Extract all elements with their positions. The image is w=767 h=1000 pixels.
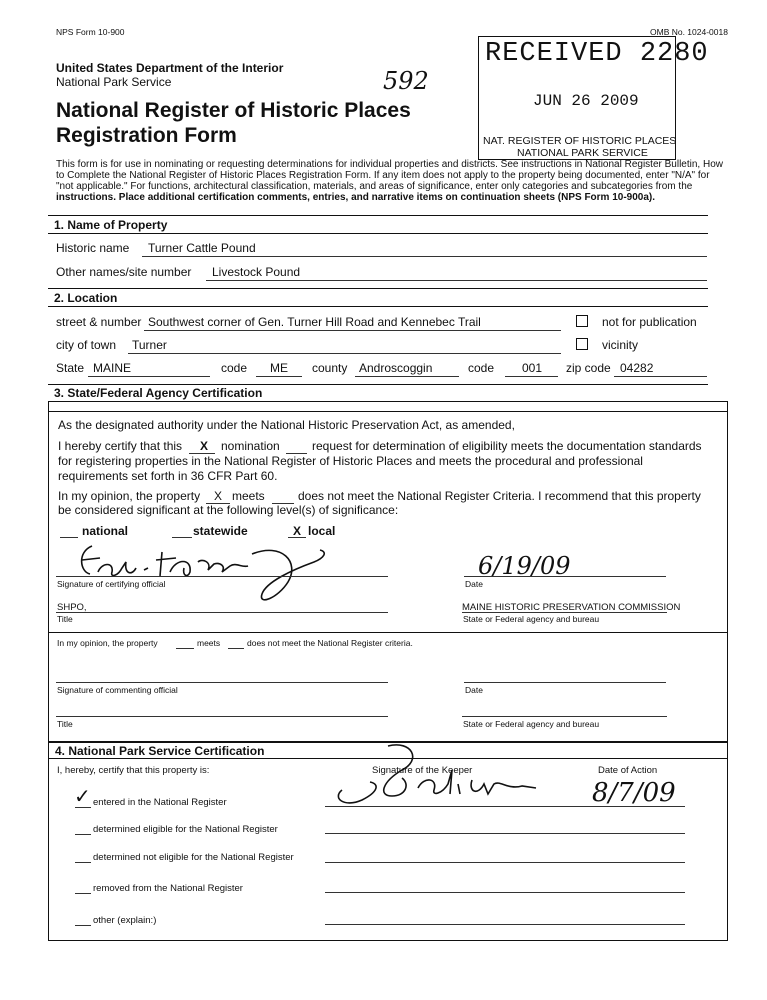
entered-underline (75, 807, 91, 808)
commenting-title-label: Title (57, 719, 73, 729)
stamp-received: RECEIVED 2280 (485, 39, 709, 69)
state-label: State (56, 361, 85, 375)
historic-name-underline (142, 256, 707, 257)
handwritten-reference: 592 (383, 67, 429, 95)
section2-title: 2. Location (54, 291, 118, 305)
certify-text-b: nomination (221, 439, 280, 453)
not-for-publication-label: not for publication (602, 315, 697, 329)
agency-value[interactable]: MAINE HISTORIC PRESERVATION COMMISSION (462, 602, 681, 613)
comment-meets-underline (176, 648, 194, 649)
not-for-publication-checkbox[interactable] (576, 315, 588, 327)
agency-name: National Park Service (56, 75, 172, 89)
department-name: United States Department of the Interior (56, 61, 284, 75)
form-subtitle: Registration Form (56, 124, 237, 147)
comment-opinion-a: In my opinion, the property (57, 638, 158, 648)
keeper-signature (322, 740, 552, 815)
entered-signature-line (325, 806, 685, 807)
commenting-signature-line[interactable] (56, 682, 388, 683)
commenting-date-line[interactable] (464, 682, 666, 683)
stamp-line1: NAT. REGISTER OF HISTORIC PLACES (483, 135, 677, 147)
stamp-date: JUN 26 2009 (533, 92, 639, 110)
certifying-title-value[interactable]: SHPO, (57, 602, 87, 613)
agency-label: State or Federal agency and bureau (463, 614, 600, 624)
certify-nomination-mark[interactable]: X (200, 439, 209, 453)
certification-date-label: Date (465, 579, 483, 589)
zip-label: zip code (566, 361, 611, 375)
intro-line-3: "not applicable." For functions, architectural classification, materials, and areas of significance, enter only categories and subcategories from the (56, 181, 693, 192)
section1-title-rule (48, 233, 708, 234)
county-code-underline (505, 376, 558, 377)
date-of-action-label: Date of Action (598, 765, 658, 776)
eligible-underline[interactable] (75, 834, 91, 835)
opinion-meets-mark[interactable]: X (214, 489, 223, 503)
certify-line-2: for registering properties in the National Register of Historic Places and meets the procedural and professional (58, 454, 643, 468)
option-removed: removed from the National Register (93, 883, 243, 894)
option-not-eligible: determined not eligible for the National Register (93, 852, 294, 863)
other-names-field[interactable]: Livestock Pound (212, 265, 301, 279)
section4-title: 4. National Park Service Certification (55, 744, 265, 758)
comment-divider (48, 632, 727, 633)
authority-statement: As the designated authority under the National Historic Preservation Act, as amended, (58, 418, 515, 432)
removed-underline[interactable] (75, 893, 91, 894)
state-code-underline (256, 376, 302, 377)
other-names-underline (206, 280, 707, 281)
received-stamp (478, 36, 709, 160)
certification-inner-rule (48, 411, 727, 412)
level-statewide: statewide (193, 524, 248, 538)
commenting-signature-label: Signature of commenting official (57, 685, 178, 695)
other-signature-line (325, 924, 685, 925)
comment-doesnot-underline (228, 648, 244, 649)
street-field[interactable]: Southwest corner of Gen. Turner Hill Road and Kennebec Trail (148, 315, 481, 329)
commenting-agency-label: State or Federal agency and bureau (463, 719, 600, 729)
county-code-label: code (468, 361, 495, 375)
city-underline (128, 353, 561, 354)
removed-signature-line (325, 892, 685, 893)
commenting-date-label: Date (465, 685, 483, 695)
date-of-action-value[interactable]: 8/7/09 (592, 778, 676, 808)
commenting-agency-line[interactable] (462, 716, 667, 717)
commenting-title-line[interactable] (56, 716, 388, 717)
section2-top-rule (48, 288, 708, 289)
street-label: street & number (56, 315, 142, 329)
historic-name-label: Historic name (56, 241, 130, 255)
comment-opinion-c: does not meet the National Register criteria. (247, 638, 413, 648)
section3-top-rule (48, 384, 708, 385)
county-underline (355, 376, 459, 377)
form-title: National Register of Historic Places (56, 99, 411, 122)
option-other: other (explain:) (93, 915, 157, 926)
form-number: NPS Form 10-900 (56, 27, 125, 37)
entered-check-icon[interactable]: ✓ (74, 786, 91, 808)
state-field[interactable]: MAINE (93, 361, 132, 375)
city-field[interactable]: Turner (132, 338, 167, 352)
section2-title-rule (48, 306, 708, 307)
state-code-field[interactable]: ME (270, 361, 288, 375)
intro-line-2: to Complete the National Register of Historic Places Registration Form. If any item does not apply to the property being documented, enter "N/A" for (56, 170, 710, 181)
stamp-line2: NATIONAL PARK SERVICE (517, 147, 648, 159)
certification-date-line (464, 576, 666, 577)
certifying-signature-label: Signature of certifying official (57, 579, 166, 589)
county-code-field[interactable]: 001 (522, 361, 543, 375)
omb-number: OMB No. 1024-0018 (650, 27, 728, 37)
comment-opinion-b: meets (197, 638, 221, 648)
intro-line-4: instructions. Place additional certification comments, entries, and narrative items on continuation sheets (NPS Form 10-900a). (56, 192, 656, 203)
section1-top-rule (48, 215, 708, 216)
certify-text-a: I hereby certify that this (58, 439, 183, 453)
certification-date-value[interactable]: 6/19/09 (478, 552, 571, 580)
vicinity-label: vicinity (602, 338, 639, 352)
section3-title: 3. State/Federal Agency Certification (54, 386, 263, 400)
certifying-title-label: Title (57, 614, 73, 624)
eligible-signature-line (325, 833, 685, 834)
certifying-signature (52, 532, 342, 612)
level-local: local (308, 524, 336, 538)
city-label: city of town (56, 338, 117, 352)
keeper-signature-label: Signature of the Keeper (372, 765, 473, 776)
intro-line-1: This form is for use in nominating or requesting determinations for individual properties and districts. See instructions in National Register Bulletin, How (56, 159, 723, 170)
zip-field[interactable]: 04282 (620, 361, 654, 375)
level-local-mark[interactable]: X (293, 524, 302, 538)
not-eligible-signature-line (325, 862, 685, 863)
opinion-line-2: be considered significant at the following level(s) of significance: (58, 503, 399, 517)
not-eligible-underline[interactable] (75, 862, 91, 863)
other-underline[interactable] (75, 925, 91, 926)
option-entered: entered in the National Register (93, 797, 227, 808)
certify-text-c: request for determination of eligibility meets the documentation standards (312, 439, 702, 453)
nps-certify-intro: I, hereby, certify that this property is: (57, 765, 210, 776)
historic-name-field[interactable]: Turner Cattle Pound (148, 241, 256, 255)
county-label: county (312, 361, 348, 375)
section1-title: 1. Name of Property (54, 218, 168, 232)
street-underline (144, 330, 561, 331)
other-names-label: Other names/site number (56, 265, 192, 279)
level-national: national (82, 524, 129, 538)
agency-line (462, 612, 667, 613)
county-field[interactable]: Androscoggin (359, 361, 433, 375)
state-code-label: code (221, 361, 248, 375)
zip-underline (614, 376, 707, 377)
opinion-text-c: does not meet the National Register Criteria. I recommend that this property (298, 489, 701, 503)
opinion-text-a: In my opinion, the property (58, 489, 201, 503)
certify-line-3: requirements set forth in 36 CFR Part 60. (58, 469, 278, 483)
option-determined-eligible: determined eligible for the National Register (93, 824, 278, 835)
state-underline (88, 376, 210, 377)
certifying-title-line (56, 612, 388, 613)
vicinity-checkbox[interactable] (576, 338, 588, 350)
opinion-text-b: meets (232, 489, 265, 503)
certifying-signature-line (56, 576, 388, 577)
